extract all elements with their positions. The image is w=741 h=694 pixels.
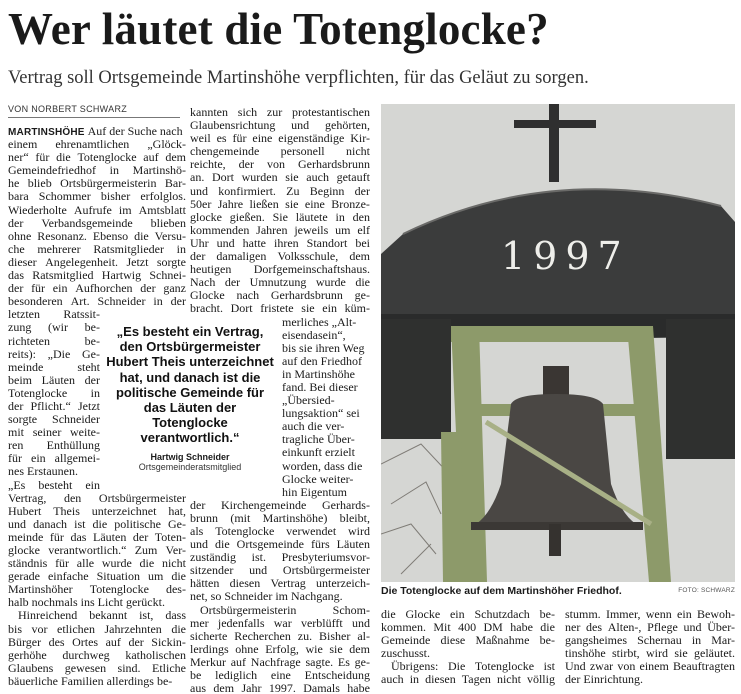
article-line: Ortsbürgermeisterin Schom- [200,603,370,617]
byline: VON NORBERT SCHWARZ [8,104,180,118]
article-line: bracht. Dort fristete sie ein küm- [190,302,370,316]
article-line: zuständig ist. Presbyteriumsvor- [190,551,370,565]
article-line: besonderen Art. Schneider in der [8,295,186,309]
article-line: bis sie ihren Weg [282,341,365,355]
article-line: auf den Friedhof [282,354,362,368]
article-line: heutigen Dorfgemeinschaftshaus. [190,263,370,277]
article-line: che mehrerer Ratsmitglieder in [8,242,186,256]
article-line: der für ein Aufhorchen der ganz [8,282,186,296]
photo-credit: FOTO: SCHWARZ [678,587,735,594]
article-line: mer jedenfalls war verblüfft und [190,616,370,630]
article-line: Glaubensrichtung und gehörten, [190,119,370,133]
dateline: MARTINSHÖHE [8,127,88,138]
article-line: net, so Schneider im Nachgang. [190,590,343,604]
article-line: gangsheimes Schernau in Mar- [565,634,735,648]
article-line: brunn (mit Martinshöhe) bleibt, [190,511,370,525]
article-line: für ein allgemei- [8,452,100,466]
article-line: glocke verantwortlich.“ Zum Ver- [8,544,186,557]
article-line: lerdings ohne Erfolg, wie sie dem [190,642,370,656]
article-line: kommenden Jahren jeweils um elf [190,223,370,237]
article-line: Bürger des Ortes auf der Sickin- [8,635,186,649]
article-line: bis vor etlichen Jahrzehnten die [8,622,186,636]
article-line: bäuerliche Familien allerdings be- [8,674,173,688]
pull-quote-role: Ortsgemeinderatsmitglied [138,461,242,472]
article-line: Vertrag, den Ortsbürgermeister [8,491,186,505]
article-line: lungsaktion“ sei [282,407,360,421]
article-line: zuschusst. [381,647,430,661]
subheadline: Vertrag soll Ortsgemeinde Martinshöhe verpflichten, für das Geläut zu sorgen. [8,68,589,88]
article-line: Hubert Theis unterzeichnet hat, [8,504,186,518]
pull-quote [104,318,276,478]
article-line: tinshöhe stirbt, wird sie geläutet. [565,647,735,661]
article-line: reichte, der von Gerhardsbrunn [190,158,370,172]
article-line: dieser Angelegenheit. Jetzt sorgte [8,255,186,269]
article-line: Glocke weiter- [282,472,354,486]
article-line: ren Enthüllung [8,439,100,453]
article-line: worden, dass die [282,459,363,473]
article-line: fand. Bei dieser [282,380,358,394]
article-line: MARTINSHÖHE Auf der Suche nach [8,125,183,138]
bell-tower-photo [381,104,735,582]
article-line: chengemeinde personell nicht [190,145,370,159]
article-line: sorgte Schneider [8,413,100,427]
article-line: reits): „Die Ge- [8,347,100,361]
article-line: Merkur auf Nachfrage sagte. Es ge- [190,655,370,669]
article-line: der Kirchengemeinde Gerhards- [190,498,370,512]
article-line: he blieb Ortsbürgermeisterin Bar- [8,177,186,191]
article-line: gerhöhe durchweg katholischen [8,648,186,662]
article-line: der damaligen Volksschule, dem [190,250,370,264]
article-line: Totenglocke in [8,386,100,400]
article-line: eisendasein“, [282,328,346,342]
article-line: auch in diesen Tagen nicht völlig [381,673,555,687]
article-line: Übrigens: Die Totenglocke ist [391,660,555,674]
pull-quote-author: Hartwig Schneider [150,451,230,462]
article-line: der Verbandsgemeinde blieben [8,216,186,230]
article-line: „Es besteht ein [8,478,100,492]
article-column-4 [565,608,735,687]
article-line: „Übersied- [282,394,335,408]
article-line: nes Erstaunen. [8,465,78,479]
article-line: Gemeindefriedhof in Martinshö- [8,164,186,178]
article-line: Wiederholte Aufrufe im Amtsblatt [8,203,186,217]
article-line: merliches „Alt- [282,315,357,329]
article-line: glocke gießen. Sie läutete in den [190,210,370,224]
article-line: ständnis für alle wurde die nicht [8,557,186,571]
article-line: weil es für eine eigenständige Kir- [190,132,370,146]
article-line: meinde für das Läuten der Toten- [8,530,186,544]
article-line: beim Läuten der [8,373,100,387]
article-line: das Ratsmitglied Hartwig Schnei- [8,269,186,283]
article-line: halb nochmals ins Licht gerückt. [8,596,165,610]
article-line: Und zwar von einem Beauftragten [565,660,735,674]
headline: Wer läutet die Totenglocke? [8,4,549,54]
article-line: an. Dort wurden sie auch getauft [190,171,370,185]
article-line: mit seiner weite- [8,426,100,440]
bell-tower-illustration [381,104,735,582]
article-line: aus dem Jahr 1997. Damals habe [190,682,370,694]
article-line: einkunft erzielt [282,446,355,460]
article-line: einem ehrenamtlichen „Glöck- [8,138,186,152]
article-line: ner des Alten-, Pflege und Über- [565,621,735,635]
article-line: tragliche Über- [282,433,355,447]
article-line: kommen. Mit 400 DM habe die [381,621,555,635]
article-line: richteten be- [8,334,100,348]
article-line: Martinshöher Totenglocke des- [8,583,186,597]
article-line: Gemeinde diese Maßnahme be- [381,634,555,648]
article-line: letzten Ratssit- [8,308,100,322]
article-line: in Martinshöhe [282,367,355,381]
article-line: sitzender und Ortsbürgermeister [190,564,370,578]
article-line: der Pflicht.“ Jetzt [8,399,100,413]
article-line: Glaubens gewesen sind. Etliche [8,661,186,675]
article-line: bara Schommer bisher erfolglos. [8,190,186,204]
article-line: als Totenglocke verwendet wird [190,525,370,538]
roof-year: 1997 [501,234,630,278]
article-line: 50er Jahre ließen sie eine Bronze- [190,197,370,211]
article-line: ohne Resonanz. Ebenso die Versu- [8,229,186,243]
article-line: kannten sich zur protestantischen [190,106,370,119]
article-line: ner“ für die Totenglocke auf dem [8,151,186,165]
article-line: und die Ortsgemeinde fürs Läuten [190,538,370,552]
article-line: und konfirmiert. Zu Beginn der [190,184,370,198]
article-line: Hinreichend bekannt ist, dass [18,609,186,623]
article-column-3 [381,608,555,687]
article-line: zung (wir be- [8,321,100,335]
article-line: Nach der Umnutzung wurde die [190,276,370,290]
article-line: sicherte Recherchen zu. Bisher al- [190,629,370,643]
article-line: hätten diesen Vertrag unterzeich- [190,577,370,591]
article-line: und danach ist die politische Ge- [8,517,186,531]
article-line: be lediglich eine Entscheidung [190,669,370,683]
pull-quote-text: „Es besteht ein Vertrag, den Ortsbürgermeister Hubert Theis unterzeichnet hat, und danach ist die politische Gemeinde für das Läuten der Totenglocke verantwortlich.“ [106,324,274,446]
photo-caption: Die Totenglocke auf dem Martinshöher Friedhof. [381,585,622,597]
article-line: Glocke nach Gerhardsbrunn ge- [190,289,370,303]
article-line: der Einrichtung. [565,673,643,687]
article-line: stumm. Immer, wenn ein Bewoh- [565,608,735,621]
article-line: die Glocke ein Schutzdach be- [381,608,555,621]
article-line: meinde steht [8,360,100,374]
article-line: gerade einfache Situation um die [8,570,186,584]
article-line: hin Eigentum [282,485,347,499]
article-line: auch die ver- [282,420,345,434]
article-line: Uhr und hatte ihren Standort bei [190,236,370,250]
